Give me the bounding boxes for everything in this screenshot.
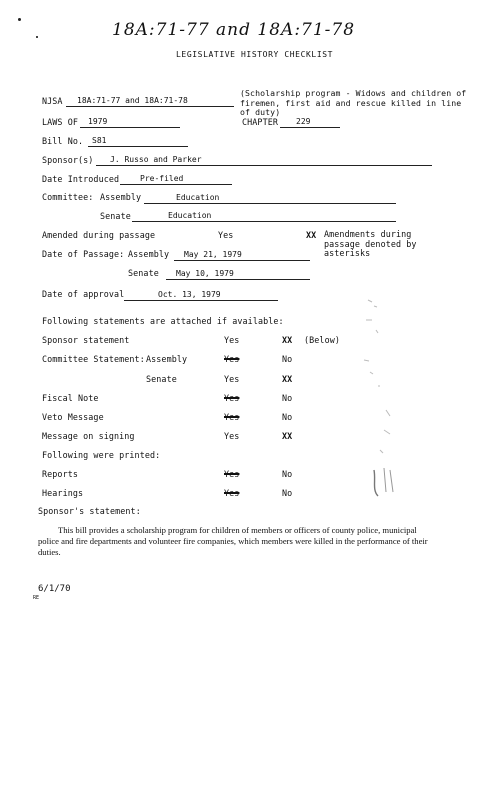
chapter-value: 229 <box>296 117 311 126</box>
printed-no: No <box>282 488 293 498</box>
statement-label: Message on signing <box>42 431 135 441</box>
date-of-approval-label: Date of approval <box>42 289 125 299</box>
sponsor-statement-heading: Sponsor's statement: <box>38 506 141 516</box>
printed-yes: Yes <box>224 488 240 498</box>
committee-senate-label: Senate <box>100 211 131 221</box>
printed-heading: Following were printed: <box>42 450 161 460</box>
statement-yes: Yes <box>224 374 240 384</box>
sponsor-statement-text: This bill provides a scholarship program for children of members or officers of county police, municipal police and fire departments and volunteer fire companies, which members were killed in the performance of their duties. <box>38 525 428 557</box>
statement-sub: Assembly <box>146 354 188 364</box>
handwritten-title: 18A:71-77 and 18A:71-78 <box>112 20 356 40</box>
statement-yes: Yes <box>224 412 240 422</box>
statement-yes: Yes <box>224 335 240 345</box>
statement-yes: Yes <box>224 354 240 364</box>
statement-label: Veto Message <box>42 412 104 422</box>
amended-label: Amended during passage <box>42 230 156 240</box>
committee-label: Committee: <box>42 192 94 202</box>
statement-label: Committee Statement: <box>42 354 145 364</box>
amended-yes: Yes <box>218 230 234 240</box>
printed-no: No <box>282 469 293 479</box>
amendments-note: Amendments during passage denoted by asterisks <box>324 229 417 258</box>
passage-senate-label: Senate <box>128 268 159 278</box>
form-title: LEGISLATIVE HISTORY CHECKLIST <box>176 50 334 59</box>
passage-assembly-value: May 21, 1979 <box>184 250 242 259</box>
statement-extra: (Below) <box>304 335 340 345</box>
committee-assembly-value: Education <box>176 193 220 202</box>
date-of-approval-value: Oct. 13, 1979 <box>158 290 221 299</box>
statement-no: No <box>282 412 293 422</box>
corner-mark <box>18 18 21 21</box>
amended-no-struck: XX <box>306 230 317 240</box>
statement-no: No <box>282 354 293 364</box>
passage-senate-value: May 10, 1979 <box>176 269 234 278</box>
passage-assembly-label: Assembly <box>128 249 170 259</box>
njsa-value: 18A:71-77 and 18A:71-78 <box>77 96 188 105</box>
printed-label: Reports <box>42 469 78 479</box>
statement-yes: Yes <box>224 393 240 403</box>
laws-of-label: LAWS OF <box>42 117 78 127</box>
date-introduced-label: Date Introduced <box>42 174 120 184</box>
njsa-label: NJSA <box>42 96 63 106</box>
statement-sub: Senate <box>146 374 177 384</box>
description: (Scholarship program - Widows and children of firemen, first aid and rescue killed in line of duty) <box>240 88 467 117</box>
bill-no-value: S81 <box>92 136 107 145</box>
chapter-label: CHAPTER <box>242 117 278 127</box>
statement-label: Sponsor statement <box>42 335 130 345</box>
bill-no-label: Bill No. <box>42 136 84 146</box>
committee-senate-value: Education <box>168 211 212 220</box>
margin-scribble-graphic <box>356 290 406 500</box>
laws-of-value: 1979 <box>88 117 108 126</box>
attached-heading: Following statements are attached if available: <box>42 316 284 326</box>
statement-yes: Yes <box>224 431 240 441</box>
sponsors-label: Sponsor(s) <box>42 155 94 165</box>
statement-label: Fiscal Note <box>42 393 99 403</box>
statement-no: No <box>282 393 293 403</box>
statement-no: XX <box>282 374 293 384</box>
printed-yes: Yes <box>224 469 240 479</box>
statement-no: XX <box>282 431 293 441</box>
corner-mark <box>36 36 38 38</box>
footer-initials: RE <box>33 595 40 601</box>
date-of-passage-label: Date of Passage: <box>42 249 125 259</box>
footer-code: 6/1/70 <box>38 584 71 594</box>
committee-assembly-label: Assembly <box>100 192 142 202</box>
sponsors-value: J. Russo and Parker <box>110 155 202 164</box>
statement-no: XX <box>282 335 293 345</box>
printed-label: Hearings <box>42 488 84 498</box>
date-introduced-value: Pre-filed <box>140 174 184 183</box>
